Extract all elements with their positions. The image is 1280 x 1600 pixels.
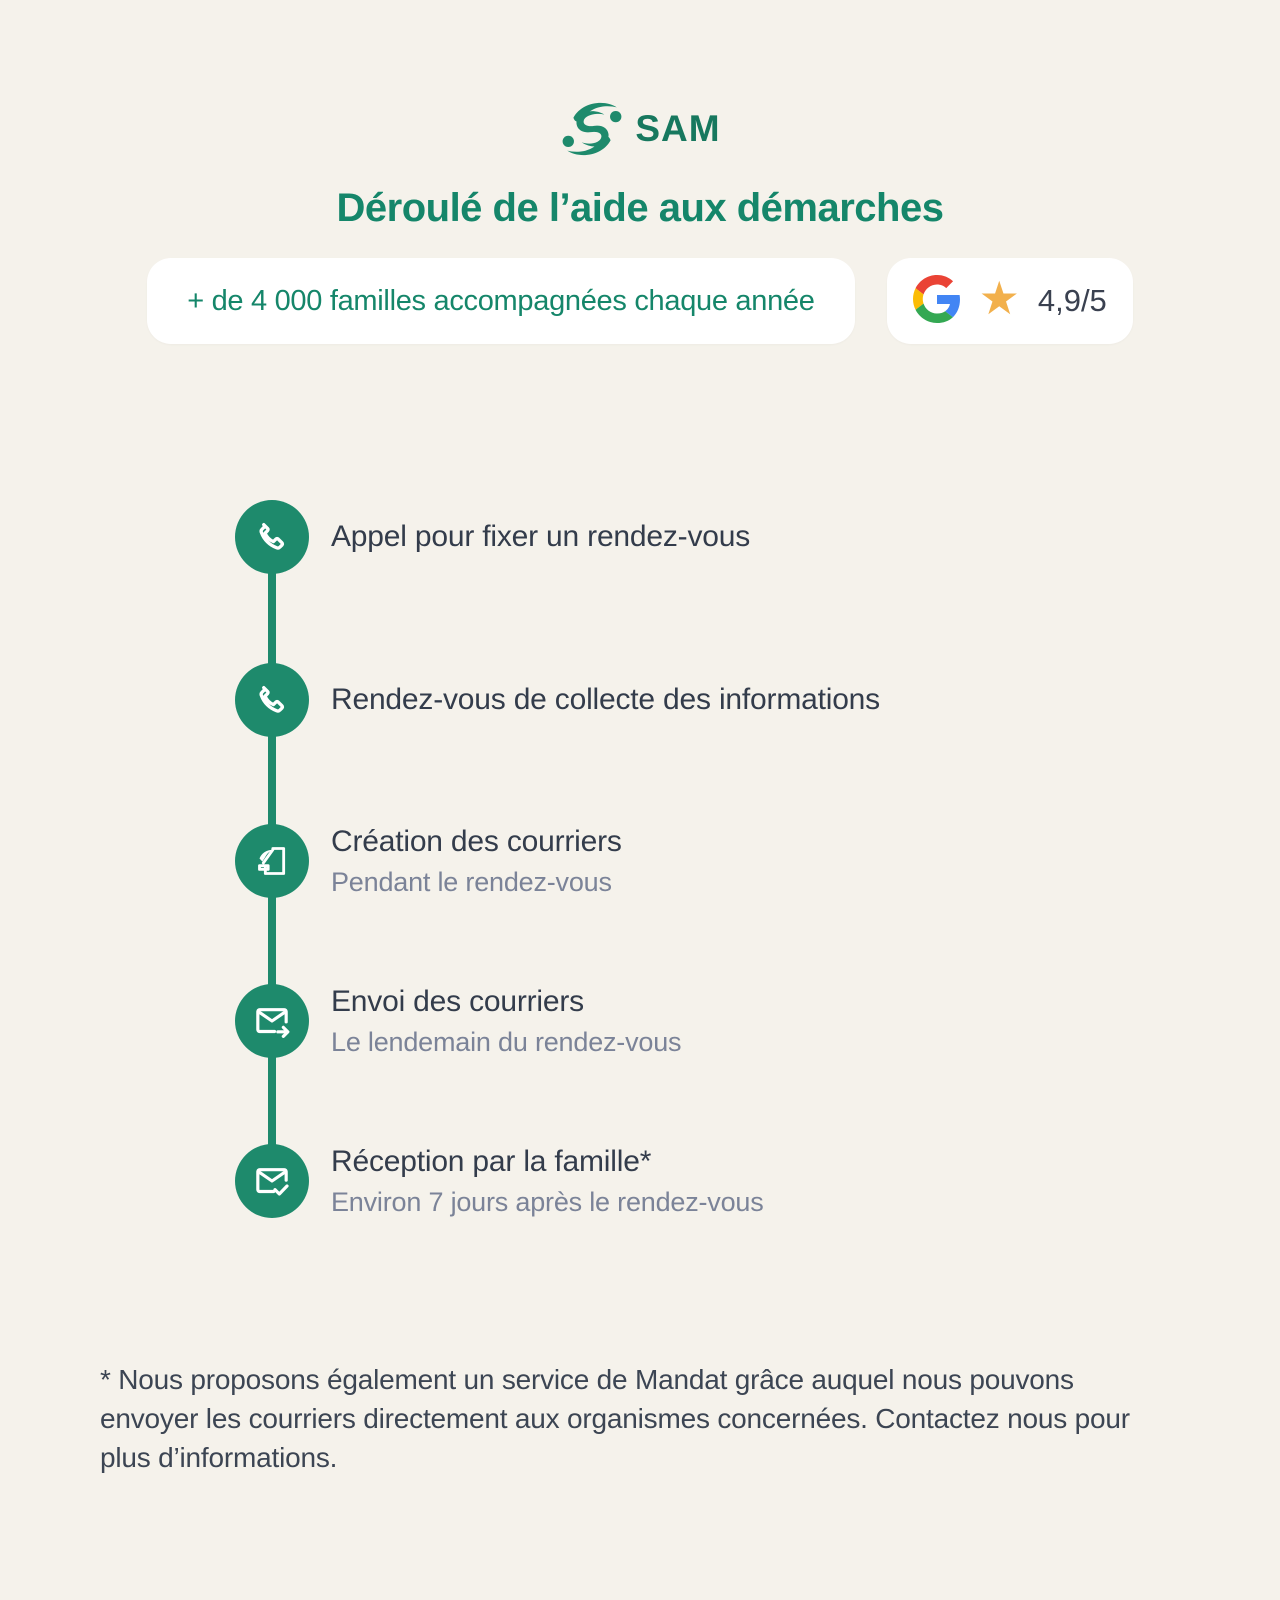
page-title: Déroulé de l’aide aux démarches: [336, 186, 944, 230]
brand-logo: [0, 96, 1280, 162]
google-rating-badge: [887, 258, 1133, 344]
step-subtitle: Le lendemain du rendez-vous: [331, 1026, 682, 1057]
sam-swirl-icon: [559, 96, 625, 162]
envelope-check-icon: [235, 1144, 309, 1218]
step-text: [331, 983, 681, 1060]
timeline: [235, 500, 1035, 1260]
families-badge-label: + de 4 000 familles accompagnées chaque année: [187, 284, 815, 317]
star-icon: ★: [978, 272, 1020, 324]
step-title: Création des courriers: [331, 825, 622, 858]
phone-icon: [235, 663, 309, 737]
rating-value: 4,9/5: [1037, 283, 1107, 318]
step-title: Appel pour fixer un rendez-vous: [331, 520, 751, 554]
step-title: Réception par la famille*: [331, 1145, 652, 1178]
timeline-step-reception: [235, 1143, 764, 1220]
timeline-step-rendez-vous: [235, 663, 880, 737]
timeline-step-appel: [235, 500, 750, 574]
timeline-step-envoi: [235, 983, 681, 1060]
step-text: [331, 681, 880, 719]
step-text: [331, 518, 750, 556]
step-title: Envoi des courriers: [331, 985, 584, 1018]
badges-row: [0, 258, 1280, 344]
step-subtitle: Environ 7 jours après le rendez-vous: [331, 1186, 764, 1217]
footnote: * Nous proposons également un service de Mandat grâce auquel nous pouvons envoyer les courriers directement aux organismes concernées. Contactez nous pour plus d’informations.: [100, 1364, 1130, 1473]
brand-name: SAM: [635, 108, 721, 149]
step-text: [331, 823, 622, 900]
step-text: [331, 1143, 764, 1220]
phone-icon: [235, 500, 309, 574]
step-subtitle: Pendant le rendez-vous: [331, 866, 612, 897]
timeline-step-creation: [235, 823, 622, 900]
letter-writing-icon: [235, 824, 309, 898]
step-title: Rendez-vous de collecte des informations: [331, 683, 880, 717]
families-badge: [147, 258, 854, 344]
envelope-send-icon: [235, 984, 309, 1058]
google-g-icon: [913, 275, 961, 328]
